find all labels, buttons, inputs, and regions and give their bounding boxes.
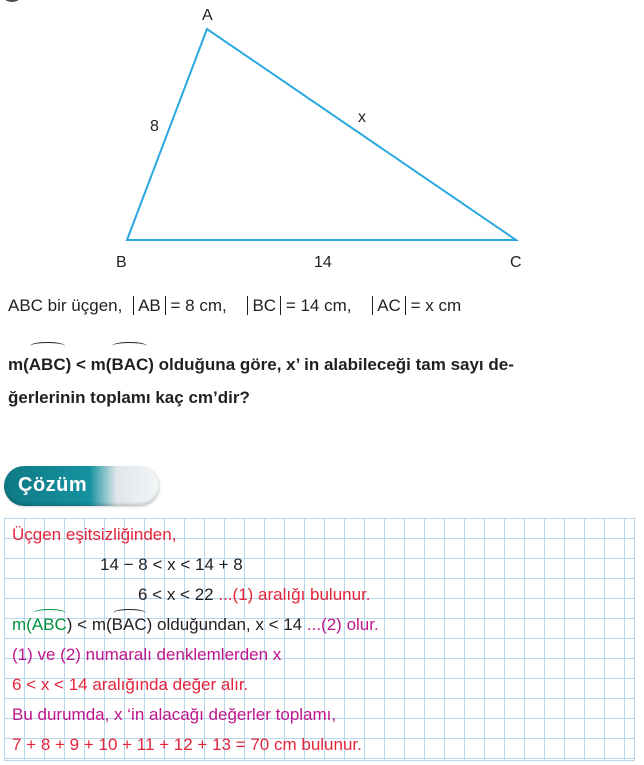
line4-angle-abc: ABC <box>31 615 67 634</box>
solution-line-1: Üçgen eşitsizliğinden, <box>12 525 177 544</box>
solution-line-6: 6 < x < 14 aralığında değer alır. <box>12 675 249 694</box>
question-rest: ) olduğuna göre, x’ in alabileceği tam sayı de- <box>148 355 514 374</box>
segment-ab: AB <box>133 296 166 315</box>
angle-abc: ABC <box>29 348 66 381</box>
side-ac-label: x <box>358 109 366 126</box>
side-ab-label: 8 <box>150 118 159 135</box>
solution-line-8: 7 + 8 + 9 + 10 + 11 + 12 + 13 = 70 cm bulunur. <box>12 735 362 754</box>
vertex-a-label: A <box>202 7 213 24</box>
given-prefix: ABC bir üçgen, <box>8 296 123 315</box>
given-statement <box>8 296 461 316</box>
line4-close: ) <box>146 615 153 634</box>
segment-ab-value: = 8 cm, <box>170 296 227 315</box>
solution-line-3-math: 6 < x < 22 <box>138 585 214 604</box>
segment-bc-value: = 14 cm, <box>285 296 352 315</box>
solution-line-2: 14 − 8 < x < 14 + 8 <box>100 555 243 574</box>
segment-bc: BC <box>247 296 281 315</box>
line4-m-open: m( <box>12 615 32 634</box>
question-line2: ğerlerinin toplamı kaç cm’dir? <box>8 388 250 407</box>
question-text <box>8 348 636 414</box>
solution-line-4 <box>12 615 379 635</box>
triangle-figure <box>0 0 644 280</box>
line4-text: olduğundan, x < 14 <box>157 615 303 634</box>
line4-lt: ) < m( <box>66 615 112 634</box>
solution-badge <box>4 466 160 506</box>
solution-grid <box>4 518 635 761</box>
triangle-abc <box>127 29 516 240</box>
segment-ac: AC <box>372 296 406 315</box>
solution-line-7: Bu durumda, x ‘in alacağı değerler toplamı, <box>12 705 337 724</box>
solution-badge-label: Çözüm <box>18 474 88 496</box>
solution-line-3-text: aralığı bulunur. <box>258 585 371 604</box>
solution-line-5: (1) ve (2) numaralı denklemlerden x <box>12 645 282 664</box>
line4-end: olur. <box>346 615 379 634</box>
line4-angle-bac: BAC <box>111 615 147 634</box>
side-bc-label: 14 <box>314 254 332 271</box>
solution-ref-1: ...(1) <box>218 585 254 604</box>
question-lt: ) < m( <box>65 355 112 374</box>
vertex-c-label: C <box>510 254 522 271</box>
solution-line-3 <box>138 585 371 605</box>
solution-ref-2: ...(2) <box>306 615 342 634</box>
segment-ac-value: = x cm <box>410 296 462 315</box>
angle-bac: BAC <box>111 348 148 381</box>
question-m-open: m( <box>8 355 29 374</box>
vertex-b-label: B <box>116 254 127 271</box>
